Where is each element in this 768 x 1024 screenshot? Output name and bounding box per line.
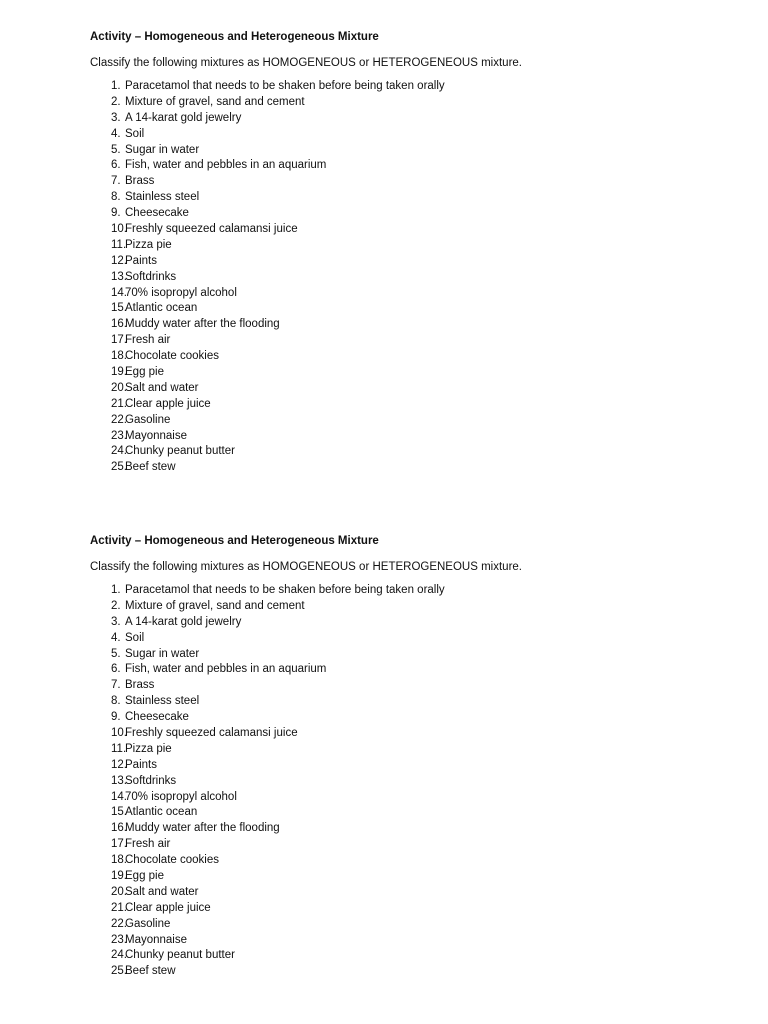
item-text: Mayonnaise xyxy=(125,933,188,946)
item-text: Egg pie xyxy=(125,870,165,883)
item-number: 17. xyxy=(111,838,127,851)
list-item xyxy=(90,885,730,901)
item-number: 18. xyxy=(111,854,127,867)
item-text: Egg pie xyxy=(125,366,165,379)
item-text: Salt and water xyxy=(125,885,199,898)
list-item xyxy=(90,127,730,143)
list-item xyxy=(90,631,730,647)
list-item xyxy=(90,413,730,429)
list-item xyxy=(90,964,730,980)
worksheet-2 xyxy=(90,533,730,980)
item-text: 70% isopropyl alcohol xyxy=(125,286,237,299)
item-number: 2. xyxy=(111,599,121,612)
item-text: Chocolate cookies xyxy=(125,854,219,867)
item-text: Pizza pie xyxy=(125,238,172,251)
item-text: Paracetamol that needs to be shaken before being taken orally xyxy=(125,584,445,596)
item-number: 25. xyxy=(111,461,127,474)
worksheet-title: Activity – Homogeneous and Heterogeneous Mixture xyxy=(90,535,379,547)
item-text: Muddy water after the flooding xyxy=(125,822,280,835)
item-text: Mixture of gravel, sand and cement xyxy=(125,599,305,612)
item-text: Paints xyxy=(125,254,157,267)
item-number: 19. xyxy=(111,870,127,883)
item-number: 8. xyxy=(111,695,121,708)
item-text: Chunky peanut butter xyxy=(125,445,235,458)
item-number: 20. xyxy=(111,885,127,898)
item-number: 5. xyxy=(111,647,121,660)
mixture-list xyxy=(90,79,730,476)
item-text: 70% isopropyl alcohol xyxy=(125,790,237,803)
item-text: A 14-karat gold jewelry xyxy=(125,111,242,124)
item-text: Fish, water and pebbles in an aquarium xyxy=(125,159,327,172)
item-number: 14. xyxy=(111,790,127,803)
item-text: Fresh air xyxy=(125,334,171,347)
item-text: Stainless steel xyxy=(125,695,200,708)
item-number: 9. xyxy=(111,207,121,220)
item-text: Mayonnaise xyxy=(125,429,188,442)
item-text: Softdrinks xyxy=(125,270,177,283)
list-item xyxy=(90,238,730,254)
list-item xyxy=(90,774,730,790)
list-item xyxy=(90,143,730,159)
list-item xyxy=(90,647,730,663)
item-number: 12. xyxy=(111,758,127,771)
item-text: Pizza pie xyxy=(125,742,172,755)
item-number: 18. xyxy=(111,350,127,363)
item-text: Atlantic ocean xyxy=(125,302,198,315)
item-text: Freshly squeezed calamansi juice xyxy=(125,727,298,740)
item-text: Clear apple juice xyxy=(125,397,211,410)
item-number: 23. xyxy=(111,429,127,442)
list-item xyxy=(90,381,730,397)
item-number: 11. xyxy=(111,742,127,755)
list-item xyxy=(90,111,730,127)
item-number: 14. xyxy=(111,286,127,299)
item-text: Clear apple juice xyxy=(125,901,211,914)
item-number: 15. xyxy=(111,302,127,315)
list-item xyxy=(90,270,730,286)
list-item xyxy=(90,460,730,476)
item-number: 5. xyxy=(111,143,121,156)
item-text: Freshly squeezed calamansi juice xyxy=(125,223,298,236)
item-number: 22. xyxy=(111,917,127,930)
item-number: 16. xyxy=(111,822,127,835)
item-number: 24. xyxy=(111,949,127,962)
item-text: Gasoline xyxy=(125,917,171,930)
item-number: 4. xyxy=(111,127,121,140)
list-item xyxy=(90,805,730,821)
item-number: 7. xyxy=(111,175,121,188)
item-text: Stainless steel xyxy=(125,191,200,204)
item-text: Cheesecake xyxy=(125,207,189,220)
list-item xyxy=(90,79,730,95)
item-number: 13. xyxy=(111,270,127,283)
list-item xyxy=(90,758,730,774)
list-item xyxy=(90,286,730,302)
list-item xyxy=(90,742,730,758)
worksheet-instructions: Classify the following mixtures as HOMOGENEOUS or HETEROGENEOUS mixture. xyxy=(90,561,522,573)
item-number: 21. xyxy=(111,397,127,410)
item-text: Paints xyxy=(125,758,157,771)
item-text: Beef stew xyxy=(125,461,176,474)
item-number: 2. xyxy=(111,95,121,108)
list-item xyxy=(90,95,730,111)
worksheet-title: Activity – Homogeneous and Heterogeneous Mixture xyxy=(90,31,379,43)
list-item xyxy=(90,837,730,853)
list-item xyxy=(90,365,730,381)
list-item xyxy=(90,726,730,742)
list-item xyxy=(90,317,730,333)
item-text: Chocolate cookies xyxy=(125,350,219,363)
item-text: Soil xyxy=(125,127,145,140)
list-item xyxy=(90,901,730,917)
list-item xyxy=(90,301,730,317)
item-number: 13. xyxy=(111,774,127,787)
list-item xyxy=(90,948,730,964)
list-item xyxy=(90,190,730,206)
item-number: 3. xyxy=(111,615,121,628)
item-text: Mixture of gravel, sand and cement xyxy=(125,95,305,108)
list-item xyxy=(90,397,730,413)
item-text: Cheesecake xyxy=(125,711,189,724)
list-item xyxy=(90,678,730,694)
item-text: Fresh air xyxy=(125,838,171,851)
list-item xyxy=(90,349,730,365)
list-item xyxy=(90,694,730,710)
item-number: 4. xyxy=(111,631,121,644)
item-number: 9. xyxy=(111,711,121,724)
list-item xyxy=(90,933,730,949)
list-item xyxy=(90,429,730,445)
item-number: 16. xyxy=(111,318,127,331)
mixture-list xyxy=(90,583,730,980)
list-item xyxy=(90,444,730,460)
list-item xyxy=(90,821,730,837)
item-text: A 14-karat gold jewelry xyxy=(125,615,242,628)
list-item xyxy=(90,222,730,238)
item-text: Brass xyxy=(125,175,155,188)
list-item xyxy=(90,790,730,806)
worksheet-1 xyxy=(90,29,730,476)
list-item xyxy=(90,158,730,174)
item-number: 17. xyxy=(111,334,127,347)
item-number: 25. xyxy=(111,965,127,978)
item-text: Beef stew xyxy=(125,965,176,978)
item-number: 1. xyxy=(111,584,121,596)
item-text: Sugar in water xyxy=(125,647,200,660)
list-item xyxy=(90,710,730,726)
item-text: Muddy water after the flooding xyxy=(125,318,280,331)
item-number: 20. xyxy=(111,381,127,394)
item-number: 7. xyxy=(111,679,121,692)
worksheet-instructions: Classify the following mixtures as HOMOGENEOUS or HETEROGENEOUS mixture. xyxy=(90,57,522,69)
list-item xyxy=(90,869,730,885)
item-text: Softdrinks xyxy=(125,774,177,787)
item-number: 3. xyxy=(111,111,121,124)
item-number: 10. xyxy=(111,727,127,740)
list-item xyxy=(90,662,730,678)
item-number: 8. xyxy=(111,191,121,204)
list-item xyxy=(90,206,730,222)
item-number: 12. xyxy=(111,254,127,267)
item-text: Chunky peanut butter xyxy=(125,949,235,962)
list-item xyxy=(90,615,730,631)
item-number: 24. xyxy=(111,445,127,458)
list-item xyxy=(90,599,730,615)
item-number: 15. xyxy=(111,806,127,819)
item-number: 6. xyxy=(111,663,121,676)
item-text: Paracetamol that needs to be shaken before being taken orally xyxy=(125,80,445,92)
item-text: Fish, water and pebbles in an aquarium xyxy=(125,663,327,676)
item-number: 21. xyxy=(111,901,127,914)
item-number: 23. xyxy=(111,933,127,946)
item-text: Atlantic ocean xyxy=(125,806,198,819)
item-number: 19. xyxy=(111,366,127,379)
item-number: 1. xyxy=(111,80,121,92)
item-text: Gasoline xyxy=(125,413,171,426)
item-text: Salt and water xyxy=(125,381,199,394)
item-number: 10. xyxy=(111,223,127,236)
list-item xyxy=(90,174,730,190)
item-number: 6. xyxy=(111,159,121,172)
list-item xyxy=(90,853,730,869)
list-item xyxy=(90,333,730,349)
list-item xyxy=(90,583,730,599)
list-item xyxy=(90,917,730,933)
item-text: Brass xyxy=(125,679,155,692)
item-number: 11. xyxy=(111,238,127,251)
list-item xyxy=(90,254,730,270)
item-number: 22. xyxy=(111,413,127,426)
item-text: Soil xyxy=(125,631,145,644)
item-text: Sugar in water xyxy=(125,143,200,156)
